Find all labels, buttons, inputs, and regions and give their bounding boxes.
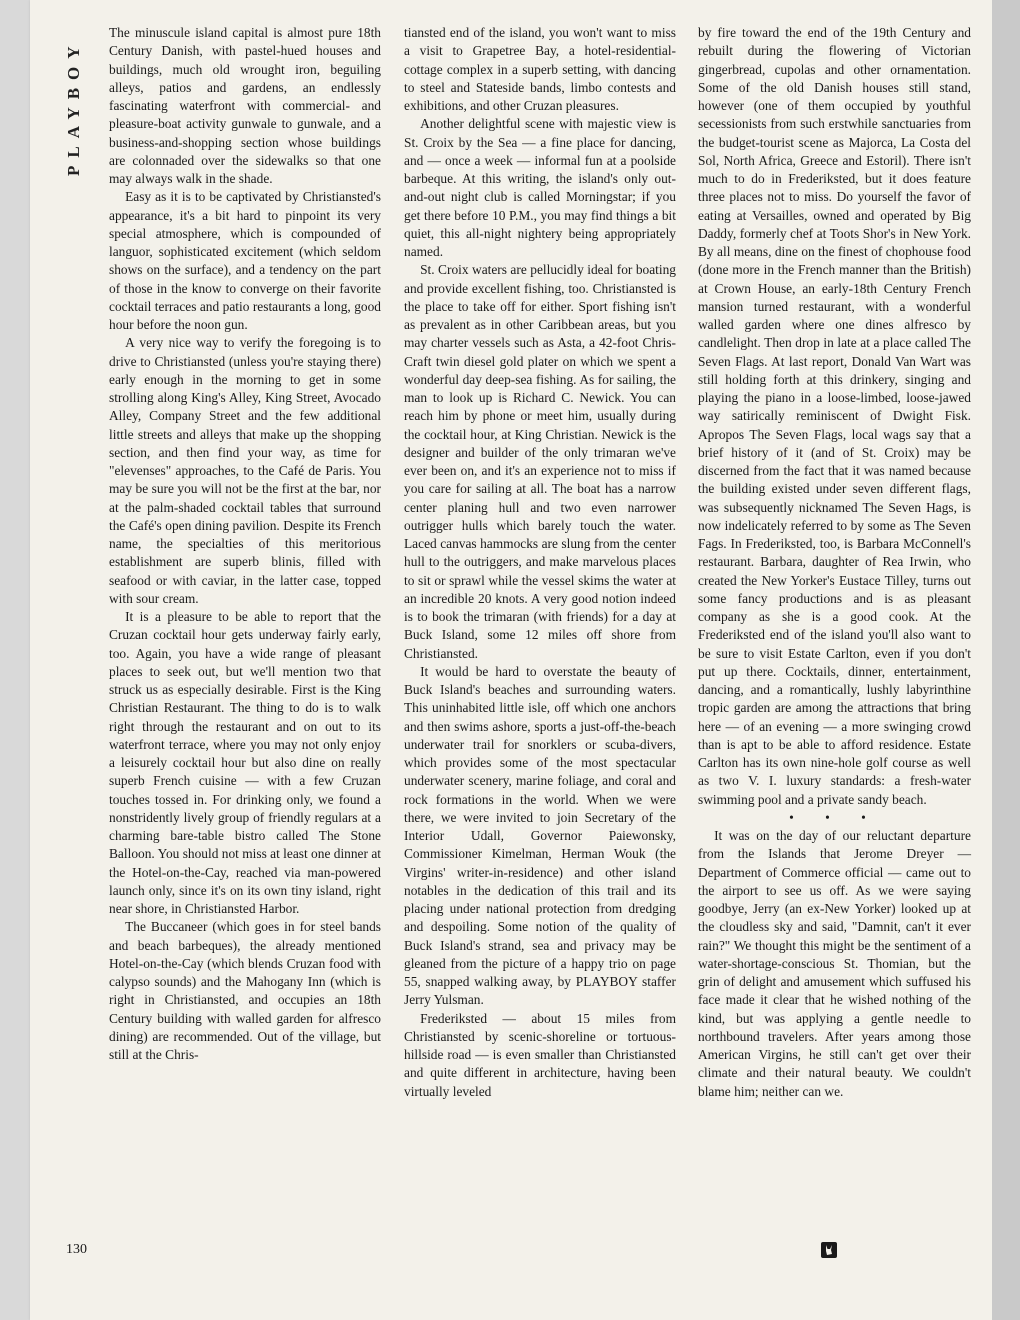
paragraph: The Buccaneer (which goes in for steel bands and beach barbeques), the already mentioned Hotel-on-the-Cay (which blends Cruzan food with calypso sounds) and the Mahogany Inn (which is right in Christiansted, and occupies an 18th Century building with walled garden for alfresco dining) are recommended. Out of the village, but still at the Chris- (109, 919, 381, 1062)
paragraph: It would be hard to overstate the beauty of Buck Island's beaches and surrounding waters. This uninhabited little isle, off which one anchors and then swims ashore, sports a just-off-the-beach underwater trail for snorklers or scuba-divers, which provides some of the most spectacular underwater scenery, marine foliage, and coral and rock formations in the world. When we were there, we were invited to join Secretary of the Interior Udall, Governor Paiewonsky, Commissioner Kimelman, Herman Wouk (the Virgins' writer-in-residence) and other island notables in the dedication of this trail and its placing under national protection from dredging and despoiling. Some notion of the quality of Buck Island's strand, sea and privacy may be gleaned from the picture of a happy trio on page 55, snapped walking away, by PLAYBOY staffer Jerry Yulsman. (404, 663, 676, 1008)
column-2 (404, 24, 676, 1101)
paragraph: tiansted end of the island, you won't want to miss a visit to Grapetree Bay, a hotel-residential-cottage complex in a superb setting, with dancing to steel and Stateside bands, limbo contests and exhibitions, and other Cruzan pleasures. (404, 25, 676, 113)
paragraph: The minuscule island capital is almost pure 18th Century Danish, with pastel-hued houses and buildings, much old wrought iron, beguiling alleys, patios and gardens, an endlessly fascinating waterfront with commercial- and pleasure-boat activity gunwale to gunwale, and a business-and-shopping section whose buildings are colonnaded over the sidewalks so that one may always walk in the shade. (109, 25, 381, 186)
column-1 (109, 24, 381, 1064)
section-separator: • • • (789, 809, 880, 825)
page-number: 130 (66, 1242, 87, 1257)
paragraph: Another delightful scene with majestic view is St. Croix by the Sea — a fine place for dancing, and — once a week — informal fun at a poolside barbeque. At this writing, the island's only out-and-out night club is called Morningstar; if you get there before 10 P.M., you may find things a bit quiet, this all-night nightery being appropriately named. (404, 116, 676, 259)
column-3 (698, 24, 971, 1101)
paragraph: Easy as it is to be captivated by Christiansted's appearance, it's a bit hard to pinpoint its very special atmosphere, which is compounded of languor, sophisticated excitement (which seldom shows on the surface), and a tendency on the part of those in the know to converge on their favorite cocktail terraces and patio restaurants a long, good hour before the noon gun. (109, 189, 381, 332)
rabbit-head-end-mark-icon (821, 1242, 837, 1258)
scan-edge (992, 0, 1020, 1320)
paragraph: Frederiksted — about 15 miles from Christiansted by scenic-shoreline or tortuous-hillside road — is even smaller than Christiansted and quite different in architecture, having been virtually leveled (404, 1010, 676, 1099)
paragraph: by fire toward the end of the 19th Century and rebuilt during the flowering of Victorian gingerbread, cupolas and other ornamentation. Some of the old Danish houses still stand, however (one of them occupied by youthful secessionists from such erstwhile sanctuaries from the budget-tourist scene as Majorca, La Costa del Sol, North Africa, Greece and Estoril). There isn't much to do in Frederiksted, but it does feature three places not to miss. Do yourself the favor of eating at Versailles, owned and operated by Big Daddy, formerly chef at Toots Shor's in New York. By all means, dine on the finest of chophouse food (done more in the French manner than the British) at Crown House, an early-18th Century French mansion turned restaurant, with a wonderful walled garden where one dines alfresco by candlelight. Then drop in late at a place called The Seven Flags. At last report, Donald Van Wart was still holding forth at this drinkery, singing and playing the piano in a loose-limbed, loose-jawed way satirically reminiscent of Dwight Fisk. Apropos The Seven Flags, local wags say that a brief history of it (and of St. Croix) may be discerned from the fact that it was named because the building existed under seven different flags, was subsequently nicknamed The Seven Hags, is now indelicately referred to by some as The Seven Fags. In Frederiksted, too, is Barbara McConnell's restaurant. Barbara, daughter of Rea Irwin, who created the New Yorker's Eustace Tilley, turns out some fancy productions and is as pleasant company as she is a good cook. At the Frederiksted end of the island you'll also want to be sure to visit Estate Carlton, even if you don't put up there. Cocktails, dinner, entertainment, dancing, and a romantically, lushly labyrinthine tropic garden are among the attractions that bring here — of an evening — a more swinging crowd than is apt to be able to afford residence. Estate Carlton has its own nine-hole golf course as well as two V. I. luxury standards: a fresh-water swimming pool and a private sandy beach. (698, 25, 971, 807)
paragraph: A very nice way to verify the foregoing is to drive to Christiansted (unless you're staying there) early enough in the morning to get in some strolling along King's Alley, King Street, Avocado Alley, Company Street and the few additional little streets and alleys that make up the shopping section, and then find your way, as time for "elevenses" approaches, to the Café de Paris. You may be sure you will not be the first at the bar, nor at the palm-shaded cocktail tables that surround the Café's open dining pavilion. Despite its French name, the specialties of this meritorious establishment are superb blinis, filled with seafood or with caviar, in the latter case, topped with sour cream. (109, 335, 381, 606)
paragraph: St. Croix waters are pellucidly ideal for boating and provide excellent fishing, too. Christiansted is the place to take off for either. Sport fishing isn't as prevalent as in other Caribbean areas, but you may charter vessels such as Asta, a 42-foot Chris-Craft twin diesel gold plater on which we spent a wonderful day deep-sea fishing. As for sailing, the man to look up is Richard C. Newick. You can reach him by phone or meet him, usually during the cocktail hour, at King Christian. Newick is the designer and builder of the only trimaran we've ever been on, and it's an experience not to miss if you care for sailing at all. The boat has a narrow center planing hull and two even narrower outrigger hulls which barely touch the water. Laced canvas hammocks are slung from the center hull to the outriggers, and make marvelous places to sit or sprawl while the vessel skims the water at an incredible 20 knots. A very good notion indeed is to book the trimaran (with friends) for a day at Buck Island, some 12 miles off shore from Christiansted. (404, 262, 676, 661)
paragraph: It is a pleasure to be able to report that the Cruzan cocktail hour gets underway fairly early, too. Again, you have a wide range of pleasant places to seek out, but we'll mention two that struck us as especially desirable. First is the King Christian Restaurant. The thing to do is to walk right through the restaurant and on out to its waterfront terrace, where you may not only enjoy a leisurely cocktail hour but also dine on really superb French cuisine — with a few Cruzan touches tossed in. For drinking only, we found a nonstridently lively group of friendly regulars at a charming bare-table bistro called The Stone Balloon. You should not miss at least one dinner at the Hotel-on-the-Cay, reached via man-powered launch only, since it's on its own tiny island, right near shore, in Christiansted Harbor. (109, 609, 381, 916)
paragraph: It was on the day of our reluctant departure from the Islands that Jerome Dreyer — Department of Commerce official — came out to the airport to see us off. As we were saying goodbye, Jerry (an ex-New Yorker) looked up at the cloudless sky and said, "Damnit, can't it ever rain?" We thought this might be the sentiment of a water-shortage-conscious St. Thomian, but the grin of delight and amusement which suffused his face made it clear that he wished nothing of the kind, but was applying a gentle needle to northbound travelers. After years among those American Virgins, he still can't get over their climate and their natural beauty. We couldn't blame him; neither can we. (698, 828, 971, 1099)
masthead: PLAYBOY (64, 38, 83, 176)
